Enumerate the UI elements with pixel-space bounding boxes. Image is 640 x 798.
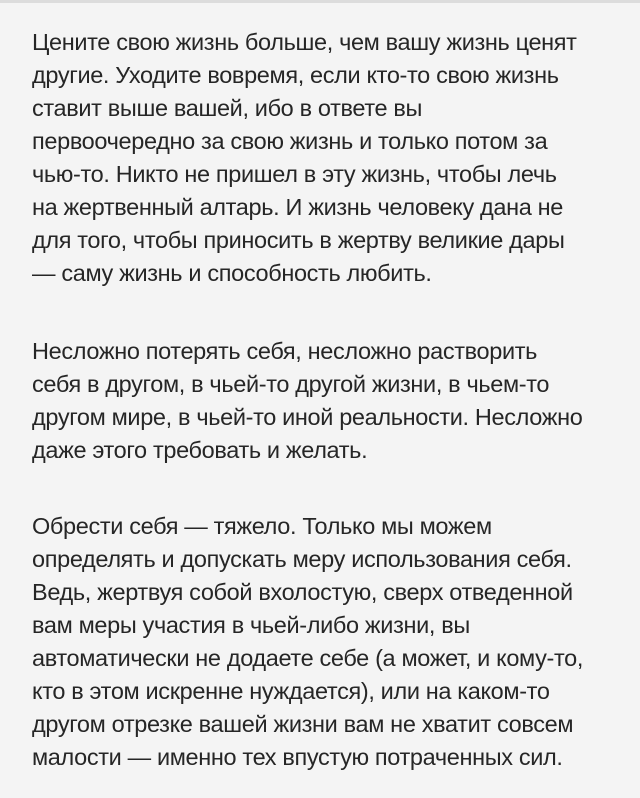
paragraph-3: [32, 510, 622, 774]
text-line: на жертвенный алтарь. И жизнь человеку дана не: [32, 194, 563, 220]
text-line: чью-то. Никто не пришел в эту жизнь, чтобы лечь: [32, 161, 557, 187]
quote-text: [32, 26, 622, 774]
text-line: для того, чтобы приносить в жертву великие дары: [32, 227, 565, 253]
text-line: вам меры участия в чьей-либо жизни, вы: [32, 612, 470, 638]
text-line: малости — именно тех впустую потраченных сил.: [32, 744, 563, 770]
paragraph-2: [32, 335, 622, 467]
text-line: Ведь, жертвуя собой вхолостую, сверх отведенной: [32, 579, 573, 605]
text-line: ставит выше вашей, ибо в ответе вы: [32, 95, 423, 121]
text-line: определять и допускать меру использования себя.: [32, 546, 572, 572]
text-line: другом отрезке вашей жизни вам не хватит совсем: [32, 711, 574, 737]
paragraph-1: [32, 26, 622, 290]
top-border: [0, 0, 640, 3]
text-line: другом мире, в чьей-то иной реальности. Несложно: [32, 404, 583, 430]
text-line: — саму жизнь и способность любить.: [32, 260, 432, 286]
text-line: Обрести себя — тяжело. Только мы можем: [32, 513, 492, 539]
text-line: автоматически не додаете себе (а может, и кому-то,: [32, 645, 584, 671]
text-line: себя в другом, в чьей-то другой жизни, в чьем-то: [32, 371, 550, 397]
text-line: первоочередно за свою жизнь и только потом за: [32, 128, 548, 154]
text-line: Цените свою жизнь больше, чем вашу жизнь ценят: [32, 29, 577, 55]
text-line: Несложно потерять себя, несложно растворить: [32, 338, 538, 364]
text-line: даже этого требовать и желать.: [32, 437, 368, 463]
text-line: другие. Уходите вовремя, если кто-то свою жизнь: [32, 62, 559, 88]
text-line: кто в этом искренне нуждается), или на каком-то: [32, 678, 550, 704]
